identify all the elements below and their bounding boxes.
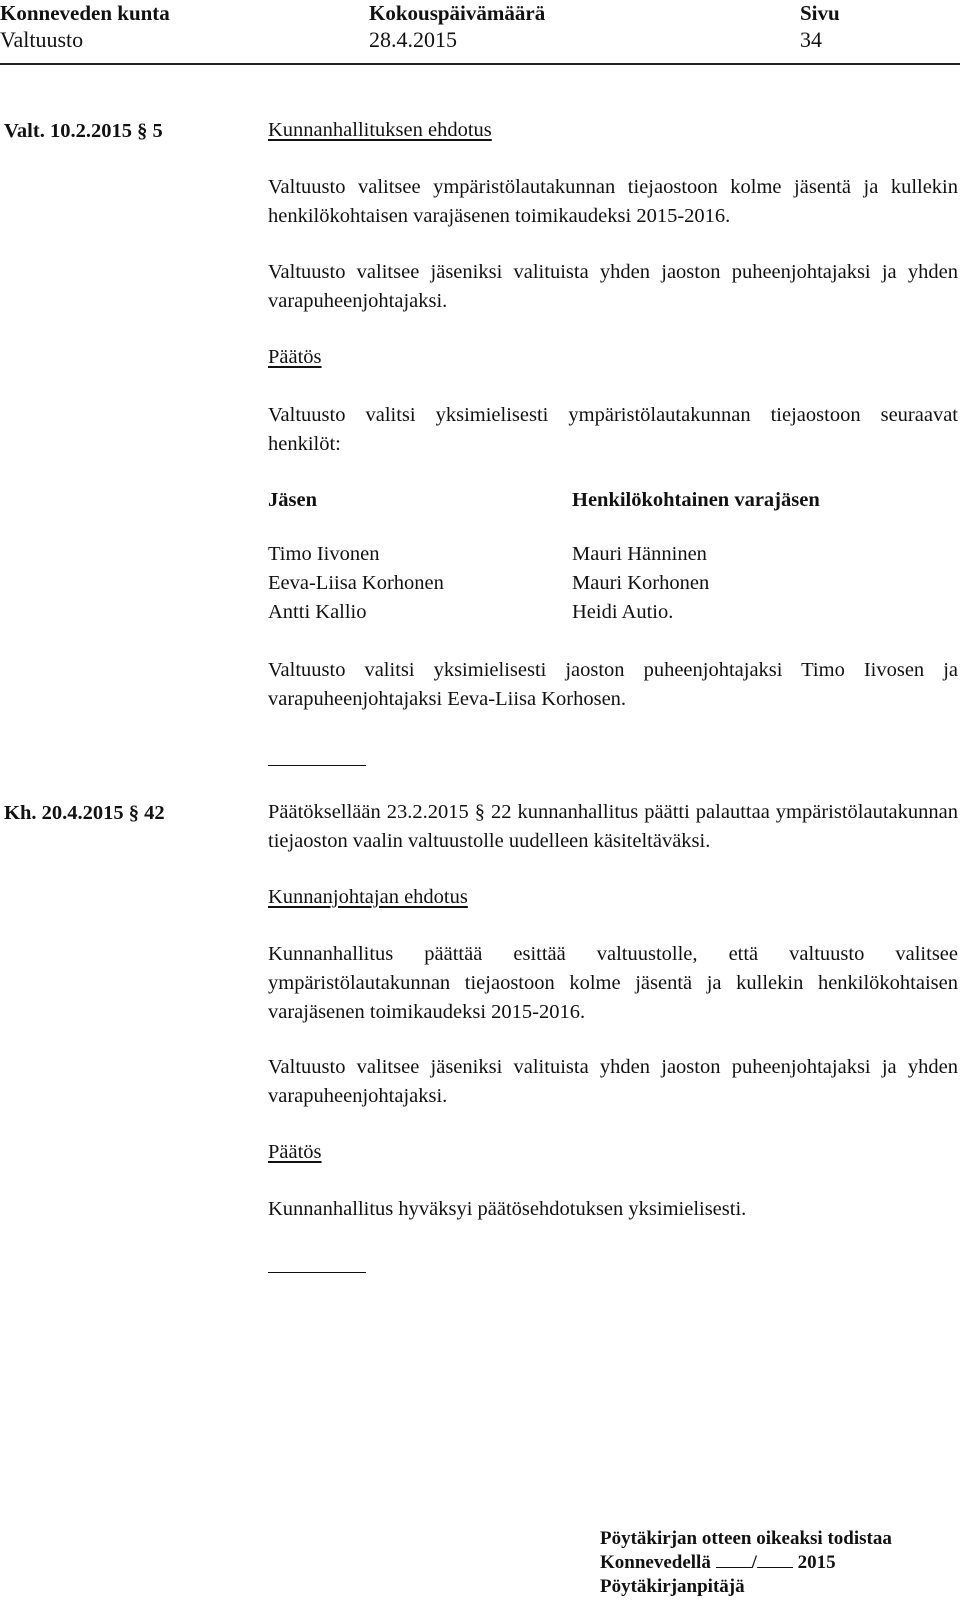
table-row: Timo Iivonen (268, 543, 380, 565)
certification-year: 2015 (797, 1552, 836, 1573)
page-label: Sivu (800, 1, 840, 25)
date-label: Kokouspäivämäärä (369, 1, 546, 25)
table-row: Heidi Autio. (572, 601, 674, 623)
table-row: Antti Kallio (268, 601, 367, 623)
section1-closing-paragraph: Valtuusto valitsi yksimielisesti jaoston puheenjohtajaksi Timo Iivosen ja varapuheenjohtajaksi Eeva-Liisa Korhosen. (268, 659, 958, 710)
section2-paragraph-1: Kunnanhallitus päättää esittää valtuustolle, että valtuusto valitsee ympäristölautakunnan tiejaostoon kolme jäsentä ja kullekin henkilökohtaisen varajäsenen toimikaudeksi 2015-2016. (268, 943, 958, 1023)
section2-reference: Kh. 20.4.2015 § 42 (4, 802, 165, 824)
section2-proposal-heading: Kunnanjohtajan ehdotus (268, 886, 468, 908)
section2-intro: Päätöksellään 23.2.2015 § 22 kunnanhallitus päätti palauttaa ympäristölautakunnan tiejaoston vaalin valtuustolle uudelleen käsiteltäväksi. (268, 801, 958, 852)
table-row: Mauri Hänninen (572, 543, 707, 565)
section2-decision-paragraph: Kunnanhallitus hyväksyi päätösehdotuksen yksimielisesti. (268, 1198, 747, 1220)
certification-place-date (600, 1551, 836, 1575)
certification-place: Konnevedellä (600, 1552, 711, 1573)
page-number: 34 (800, 27, 822, 52)
body-name: Valtuusto (0, 27, 84, 52)
section1-paragraph-1: Valtuusto valitsee ympäristölautakunnan tiejaostoon kolme jäsentä ja kullekin henkilökohtaisen varajäsenen toimikaudeksi 2015-2016. (268, 176, 958, 227)
org-name: Konneveden kunta (0, 1, 170, 25)
section2-decision-heading: Päätös (268, 1141, 322, 1163)
table-header-member: Jäsen (268, 489, 317, 511)
section1-paragraph-2: Valtuusto valitsee jäseniksi valituista yhden jaoston puheenjohtajaksi ja yhden varapuheenjohtajaksi. (268, 261, 958, 312)
section2-paragraph-2: Valtuusto valitsee jäseniksi valituista yhden jaoston puheenjohtajaksi ja yhden varapuheenjohtajaksi. (268, 1056, 958, 1107)
table-header-deputy: Henkilökohtainen varajäsen (572, 489, 820, 511)
header-divider (0, 63, 960, 65)
section1-decision-heading: Päätös (268, 346, 322, 368)
day-blank (716, 1551, 752, 1568)
certification-statement: Pöytäkirjan otteen oikeaksi todistaa (600, 1528, 892, 1549)
table-row: Eeva-Liisa Korhonen (268, 572, 444, 594)
section1-proposal-heading: Kunnanhallituksen ehdotus (268, 119, 492, 141)
section-separator-2 (268, 1272, 366, 1273)
meeting-date: 28.4.2015 (369, 27, 457, 52)
member-list (268, 540, 444, 627)
section-separator (268, 765, 366, 766)
section1-reference: Valt. 10.2.2015 § 5 (4, 120, 163, 142)
table-row: Mauri Korhonen (572, 572, 710, 594)
minutes-keeper-label: Pöytäkirjanpitäjä (600, 1576, 745, 1597)
deputy-list (572, 540, 709, 627)
month-blank (757, 1551, 793, 1568)
section1-decision-paragraph: Valtuusto valitsi yksimielisesti ympäristölautakunnan tiejaostoon seuraavat henkilöt: (268, 404, 958, 455)
date-slash: / (751, 1552, 757, 1573)
